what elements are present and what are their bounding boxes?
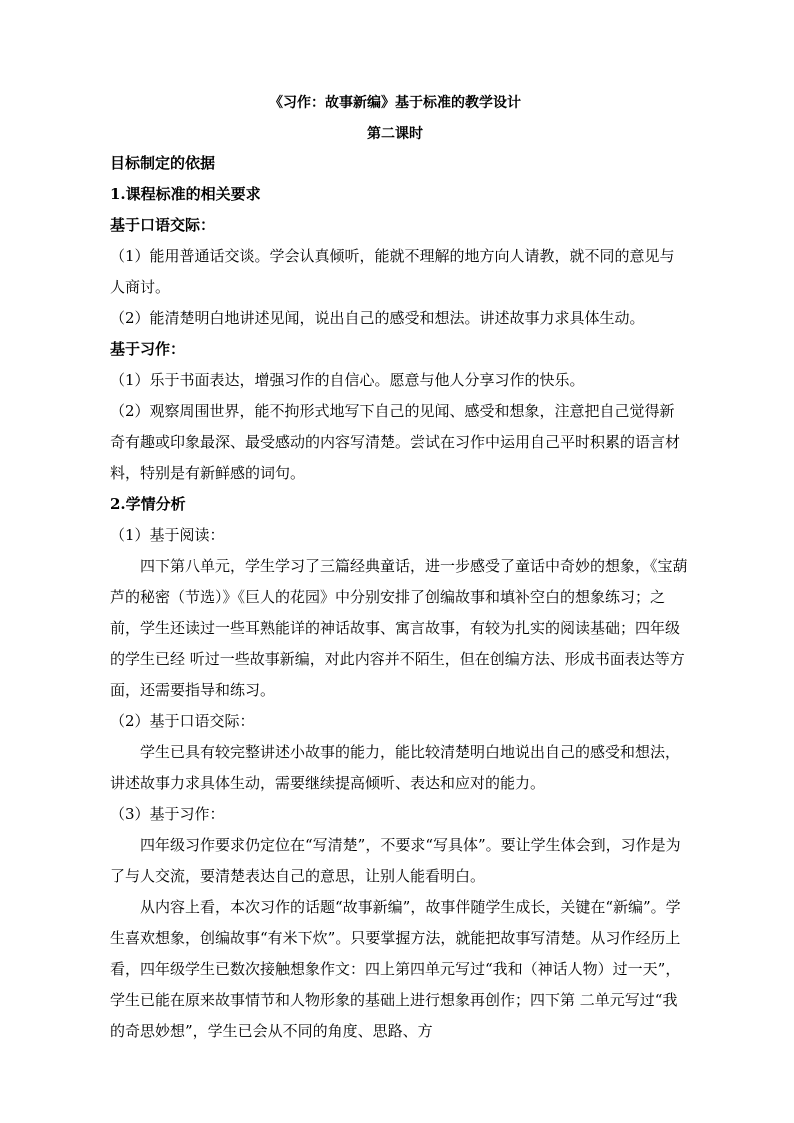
subheading-writing: 基于习作： (110, 340, 186, 358)
analysis-writing-text-2: 从内容上看，本次习作的话题“故事新编”，故事伴随学生成长，关键在“新编”。学生喜欢想象，创编故事“有米下炊”。只要掌握方法，就能把故事写清楚。从习作经历上看，四年级学生已数次接触想象作文：四上第四单元写过“我和（神话人物）过一天”，学生已能在原来故事情节和人物形象的基础上进行想象再创作；四下第 二单元写过“我的奇思妙想”，学生已会从不同的角度、思路、方 (110, 898, 681, 1040)
writing-item-2: （2）观察周围世界，能不拘形式地写下自己的见闻、感受和想象，注意把自己觉得新奇有趣或印象最深、最受感动的内容写清楚。尝试在习作中运用自己平时积累的语言材料，特别是有新鲜感的词句。 (110, 402, 681, 482)
analysis-reading-label: （1）基于阅读： (110, 526, 225, 544)
oral-item-1: （1）能用普通话交谈。学会认真倾听，能就不理解的地方向人请教，就不同的意见与人商讨。 (110, 247, 675, 296)
section-heading-basis: 目标制定的依据 (110, 154, 216, 172)
document-subtitle: 第二课时 (367, 126, 423, 142)
document-title: 《习作：故事新编》基于标准的教学设计 (269, 95, 521, 111)
analysis-writing-label: （3）基于习作： (110, 805, 225, 823)
document-body (110, 148, 688, 1047)
section-heading-curriculum: 1.课程标准的相关要求 (110, 185, 261, 203)
subheading-oral: 基于口语交际： (110, 216, 216, 234)
writing-item-1: （1）乐于书面表达，增强习作的自信心。愿意与他人分享习作的快乐。 (110, 371, 585, 389)
analysis-reading-text: 四下第八单元，学生学习了三篇经典童话，进一步感受了童话中奇妙的想象，《宝葫芦的秘密（节选）》《巨人的花园》中分别安排了创编故事和填补空白的想象练习；之前，学生还读过一些耳熟能详的神话故事、寓言故事，有较为扎实的阅读基础；四年级的学生已经 听过一些故事新编，对此内容并不陌生，但在创编方法、形成书面表达等方面，还需要指导和练习。 (110, 557, 688, 699)
section-heading-analysis: 2.学情分析 (110, 495, 186, 513)
analysis-writing-text-1: 四年级习作要求仍定位在“写清楚”，不要求“写具体”。要让学生体会到，习作是为了与人交流，要清楚表达自己的意思，让别人能看明白。 (110, 836, 681, 885)
analysis-oral-label: （2）基于口语交际： (110, 712, 255, 730)
analysis-oral-text: 学生已具有较完整讲述小故事的能力，能比较清楚明白地说出自己的感受和想法，讲述故事力求具体生动，需要继续提高倾听、表达和应对的能力。 (110, 743, 681, 792)
oral-item-2: （2）能清楚明白地讲述见闻，说出自己的感受和想法。讲述故事力求具体生动。 (110, 309, 645, 327)
